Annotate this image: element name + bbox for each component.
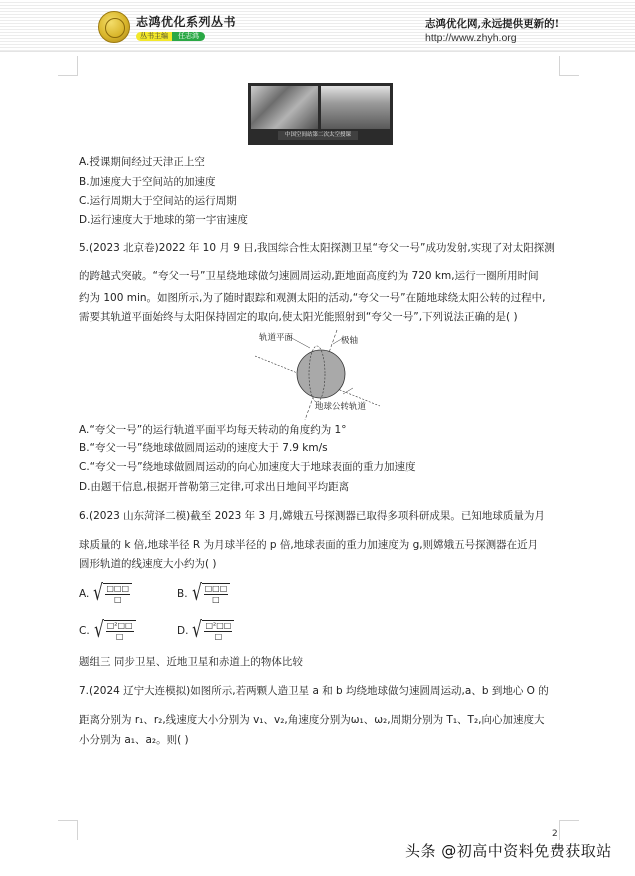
q5-option-d: D.由题干信息,根据开普勒第三定律,可求出日地间平均距离 <box>79 481 350 493</box>
sqrt-icon: √ <box>192 618 203 643</box>
crop-mark-top-left <box>58 56 78 76</box>
q5-stem-line-3: 约为 100 min。如图所示,为了随时跟踪和观测太阳的活动,“夸父一号”在随地球绕太阳公转的过程中, <box>79 292 546 304</box>
crop-mark-top-right <box>559 56 579 76</box>
label-polar-axis: 极轴 <box>341 336 359 346</box>
page-number: 2 <box>552 829 558 839</box>
q7-stem-line-2: 距离分别为 r₁、r₂,线速度大小分别为 v₁、v₂,角速度分别为ω₁、ω₂,周期分别为 T₁、T₂,向心加速度大 <box>79 714 545 726</box>
q6-stem-line-1: 6.(2023 山东菏泽二模)截至 2023 年 3 月,嫦娥五号探测器已取得多项科研成果。已知地球质量为月 <box>79 510 545 522</box>
crop-mark-bottom-right <box>559 820 579 840</box>
numerator: □²□□ <box>106 621 133 630</box>
q5-stem-line-1: 5.(2023 北京卷)2022 年 10 月 9 日,我国综合性太阳探测卫星“夸父一号”成功发射,实现了对太阳探测 <box>79 242 555 254</box>
page-header <box>0 0 635 52</box>
watermark-text: 头条 @初高中资料免费获取站 <box>405 842 612 860</box>
q7-stem-line-3: 小分别为 a₁、a₂。则( ) <box>79 734 189 746</box>
option-label: B. <box>177 588 188 600</box>
q6-stem-line-2: 球质量的 k 倍,地球半径 R 为月球半径的 p 倍,地球表面的重力加速度为 g,则嫦娥五号探测器在近月 <box>79 539 539 551</box>
q6-option-c <box>79 620 136 642</box>
q5-stem-line-4: 需要其轨道平面始终与太阳保持固定的取向,使太阳光能照射到“夸父一号”,下列说法正确的是( ) <box>79 311 518 323</box>
editor-badge-label: 丛书主编 <box>136 32 172 41</box>
denominator: □ <box>113 595 122 604</box>
numerator: □□□ <box>204 584 228 593</box>
series-title: 志鸿优化系列丛书 <box>136 15 237 29</box>
q5-option-c: C.“夸父一号”绕地球做圆周运动的向心加速度大于地球表面的重力加速度 <box>79 461 416 473</box>
header-slogan-block <box>425 16 559 44</box>
q4-option-a: A.授课期间经过天津正上空 <box>79 156 205 168</box>
q4-option-b: B.加速度大于空间站的加速度 <box>79 176 216 188</box>
q7-stem-line-1: 7.(2024 辽宁大连模拟)如图所示,若两颗人造卫星 a 和 b 均绕地球做匀速圆周运动,a、b 到地心 O 的 <box>79 685 549 697</box>
q5-stem-line-2: 的跨越式突破。“夸父一号”卫星绕地球做匀速圆周运动,距地面高度约为 720 km,运行一圈所用时间 <box>79 270 539 282</box>
photo-caption: 中国空间站第二次太空授课 <box>278 131 358 140</box>
label-orbit-plane: 轨道平面 <box>259 333 294 343</box>
option-label: A. <box>79 588 90 600</box>
numerator: □□□ <box>106 584 130 593</box>
header-url: http://www.zhyh.org <box>425 32 517 44</box>
q6-option-a <box>79 583 132 605</box>
crop-mark-bottom-left <box>58 820 78 840</box>
denominator: □ <box>115 632 124 641</box>
earth-orbit-diagram <box>255 328 380 420</box>
denominator: □ <box>214 632 223 641</box>
sqrt-icon: √ <box>93 618 104 643</box>
q5-option-a: A.“夸父一号”的运行轨道平面平均每天转动的角度约为 1° <box>79 424 347 436</box>
sqrt-icon: √ <box>191 581 202 606</box>
numerator: □²□□ <box>205 621 232 630</box>
section-3-heading: 题组三 同步卫星、近地卫星和赤道上的物体比较 <box>79 656 303 668</box>
sqrt-icon: √ <box>93 581 104 606</box>
q6-option-b <box>177 583 230 605</box>
photo-astronauts <box>251 86 318 129</box>
denominator: □ <box>212 595 220 604</box>
space-lecture-photo <box>248 83 393 145</box>
option-label: D. <box>177 625 189 637</box>
q6-stem-line-3: 圆形轨道的线速度大小约为( ) <box>79 558 217 570</box>
editor-badge-name: 任志鸿 <box>172 32 205 41</box>
label-earth-orbit: 地球公转轨道 <box>315 402 367 412</box>
option-label: C. <box>79 625 90 637</box>
q4-option-c: C.运行周期大于空间站的运行周期 <box>79 195 237 207</box>
q6-option-d <box>177 620 234 642</box>
header-slogan: 志鸿优化网,永远提供更新的! <box>425 18 560 30</box>
q5-option-b: B.“夸父一号”绕地球做圆周运动的速度大于 7.9 km/s <box>79 442 328 454</box>
series-logo <box>98 11 236 43</box>
q4-option-d: D.运行速度大于地球的第一宇宙速度 <box>79 214 248 226</box>
coin-logo-icon <box>98 11 130 43</box>
photo-classroom <box>321 86 390 129</box>
